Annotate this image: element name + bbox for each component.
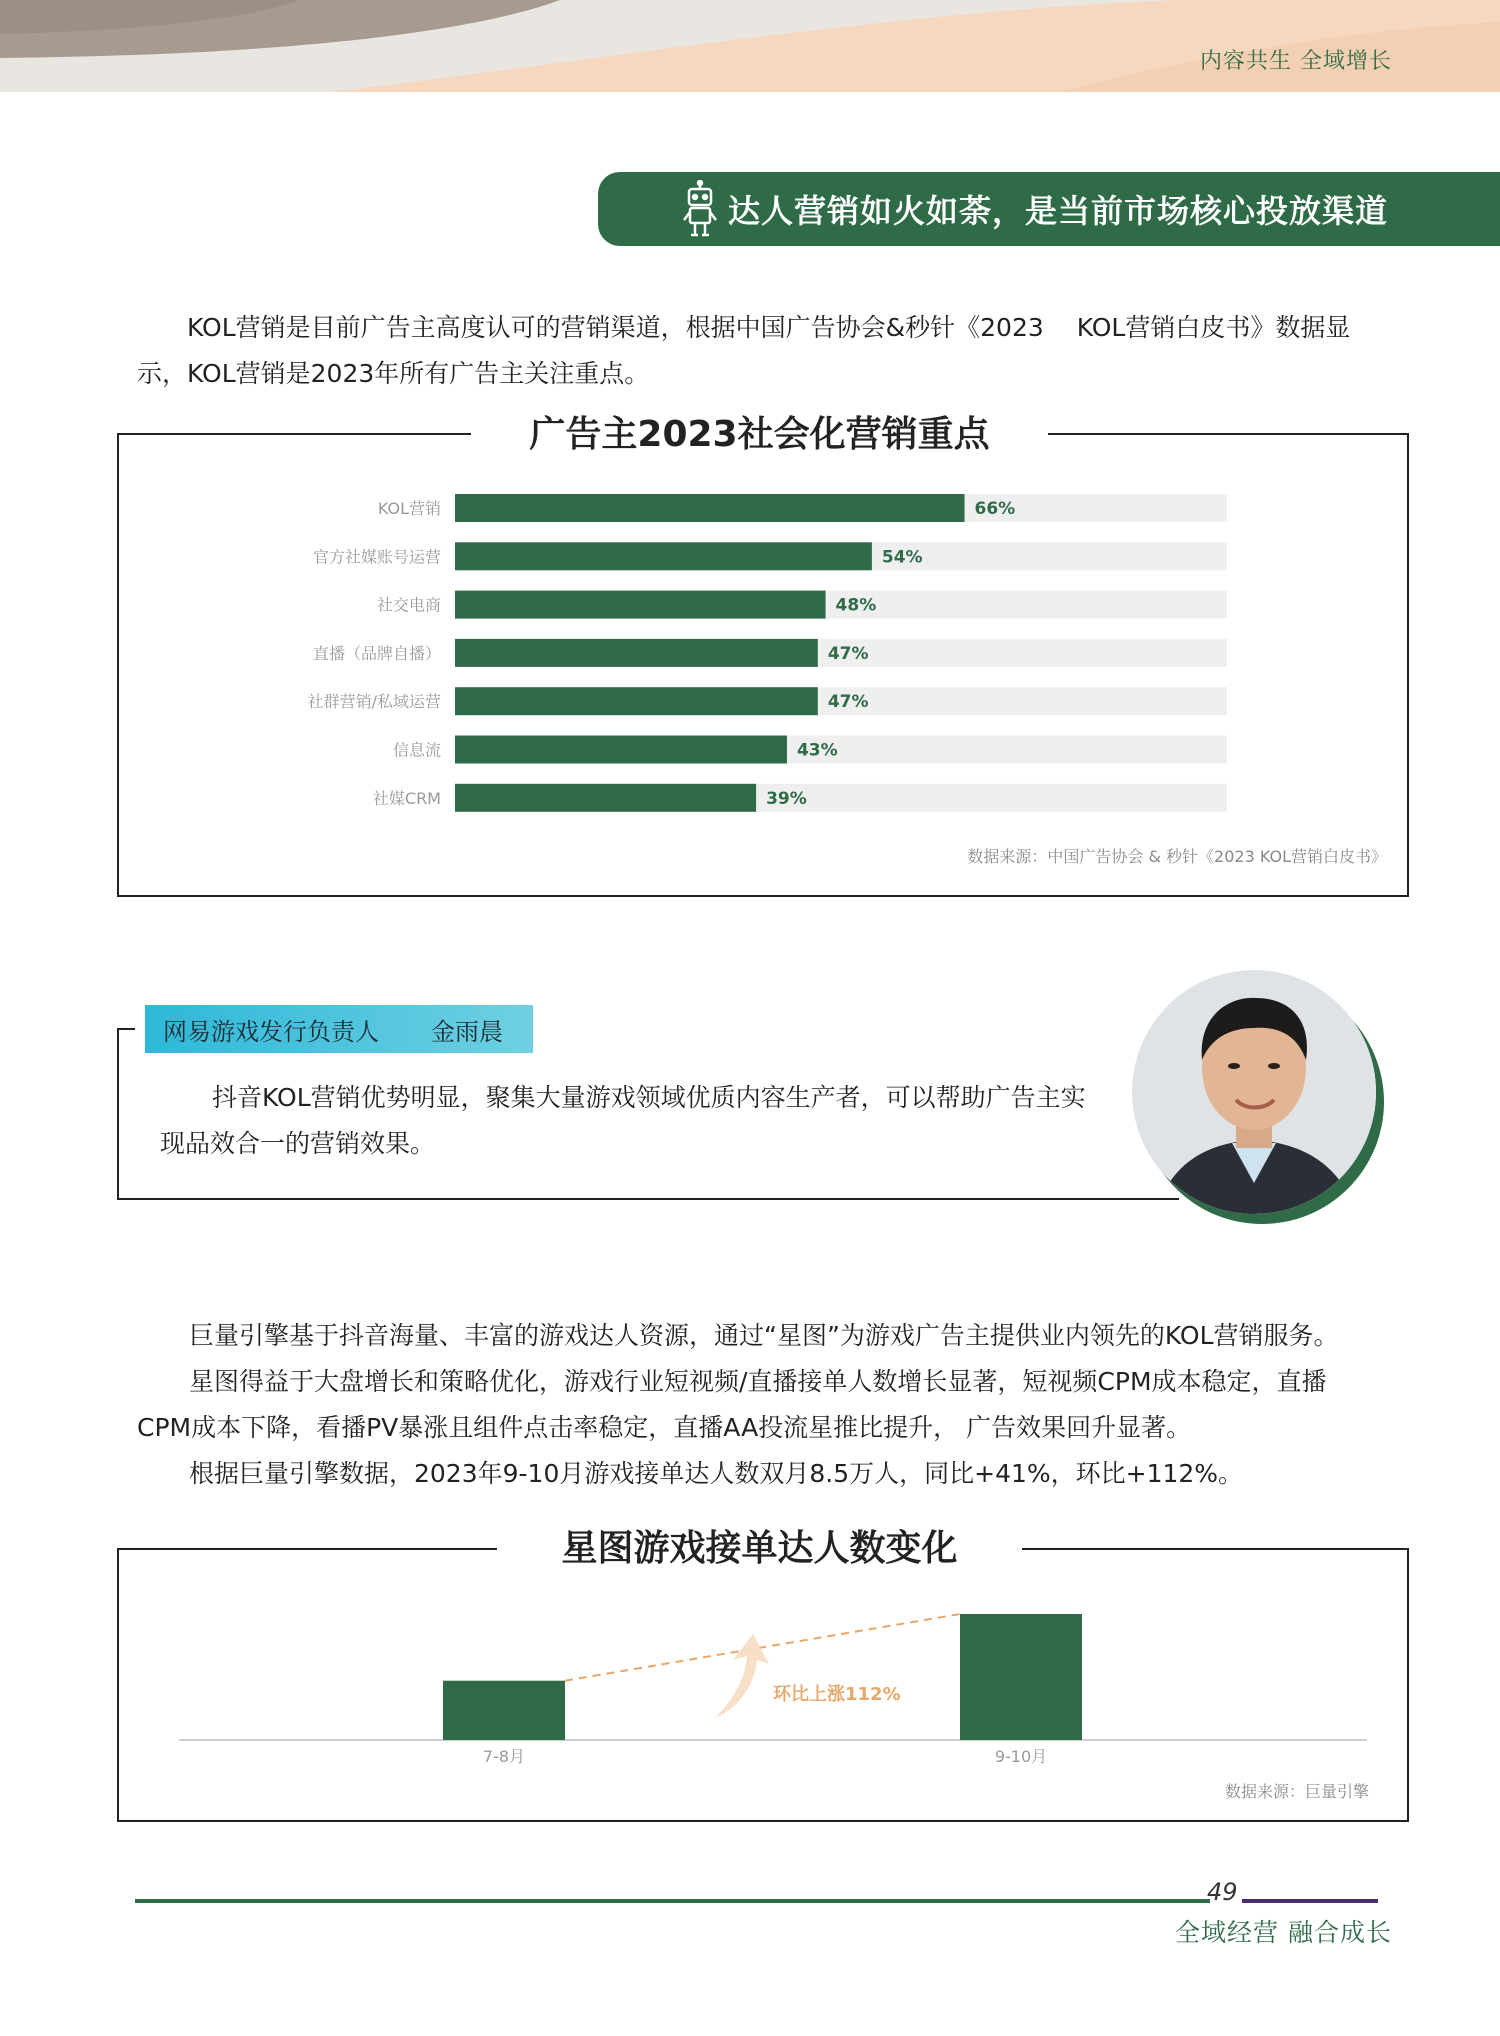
quote-line-2: 现品效合一的营销效果。 [160, 1129, 436, 1158]
chart1-frame-top-right [1048, 433, 1409, 435]
chart2-trend-line [565, 1614, 960, 1681]
section-title: 达人营销如火如荼，是当前市场核心投放渠道 [727, 192, 1388, 230]
section-banner [598, 172, 1500, 246]
chart2-source: 数据来源：巨量引擎 [1224, 1782, 1369, 1801]
speaker-avatar [1132, 968, 1384, 1230]
chart1-category-label: 社媒CRM [372, 788, 441, 808]
chart1-value-label: 43% [796, 740, 838, 761]
quote-text [160, 1075, 1120, 1167]
footer-tagline: 全域经营 融合成长 [1175, 1918, 1392, 1947]
chart2-growth-arrow [715, 1634, 769, 1718]
intro-paragraph [137, 305, 1397, 397]
body-paragraph-2a: 星图得益于大盘增长和策略优化，游戏行业短视频/直播接单人数增长显著，短视频CPM成本稳定，直播 [189, 1367, 1327, 1396]
chart1-value-label: 47% [827, 643, 869, 664]
chart1-frame-top-left [117, 433, 471, 435]
header-tagline: 内容共生 全域增长 [1200, 49, 1392, 74]
chart1-value-label: 66% [974, 499, 1016, 519]
quote-frame-bottom [117, 1198, 1179, 1200]
chart2-title: 星图游戏接单达人数变化 [561, 1528, 958, 1569]
chart2-frame-top-left [117, 1548, 497, 1550]
body-paragraphs [137, 1313, 1397, 1497]
chart1-value-label: 39% [766, 788, 807, 809]
chart2-category-label: 7-8月 [482, 1747, 526, 1766]
chart1-bar [455, 639, 818, 667]
chart2-bar [443, 1681, 565, 1740]
quote-line-1: 抖音KOL营销优势明显，聚集大量游戏领域优质内容生产者，可以帮助广告主实 [212, 1083, 1086, 1112]
chart2-annotation: 环比上涨112% [773, 1684, 901, 1705]
chart1-bar [455, 687, 818, 715]
chart1-category-label: KOL营销 [377, 499, 441, 518]
chart1-bar [455, 591, 826, 619]
chart1-source: 数据来源：中国广告协会 & 秒针《2023 KOL营销白皮书》 [967, 847, 1387, 866]
chart1-bar [455, 736, 787, 764]
chart2-plot [117, 1590, 1409, 1770]
chart2-category-label: 9-10月 [994, 1747, 1048, 1766]
chart1-title: 广告主2023社会化营销重点 [529, 414, 990, 455]
robot-icon [682, 180, 718, 238]
chart1-category-label: 信息流 [392, 740, 441, 760]
speaker-name: 金雨晨 [431, 1017, 503, 1046]
chart1-value-label: 54% [881, 547, 923, 568]
body-paragraph-3: 根据巨量引擎数据，2023年9-10月游戏接单达人数双月8.5万人，同比+41%，环比+112%。 [189, 1459, 1244, 1488]
chart1-plot [117, 470, 1409, 820]
chart2-frame-top-right [1022, 1548, 1409, 1550]
intro-line-2: 示，KOL营销是2023年所有广告主关注重点。 [137, 359, 650, 388]
chart1-bar [455, 542, 872, 570]
chart2-bar [960, 1614, 1082, 1740]
chart1-category-label: 直播（品牌自播） [312, 643, 441, 663]
chart1-value-label: 48% [835, 595, 877, 616]
chart1-value-label: 47% [827, 692, 869, 713]
quote-frame-left [117, 1028, 119, 1200]
chart1-bar [455, 784, 756, 812]
page-number: 49 [1207, 1878, 1238, 1906]
body-paragraph-2b: CPM成本下降，看播PV暴涨且组件点击率稳定，直播AA投流星推比提升， 广告效果回升显著。 [137, 1413, 1192, 1442]
chart1-category-label: 社交电商 [376, 595, 441, 615]
footer-divider-purple [1242, 1899, 1378, 1903]
body-paragraph-1: 巨量引擎基于抖音海量、丰富的游戏达人资源，通过“星图”为游戏广告主提供业内领先的KOL营销服务。 [189, 1321, 1339, 1350]
footer-divider-green [135, 1899, 1210, 1903]
quote-frame-tick [117, 1028, 135, 1030]
speaker-tag [145, 1005, 533, 1053]
chart1-category-label: 官方社媒账号运营 [312, 547, 441, 567]
chart1-bar [455, 494, 965, 522]
speaker-role: 网易游戏发行负责人 [163, 1017, 379, 1046]
chart1-category-label: 社群营销/私域运营 [307, 692, 441, 712]
intro-line-1: KOL营销是目前广告主高度认可的营销渠道，根据中国广告协会&秒针《2023 KOL营销白皮书》数据显 [187, 313, 1351, 342]
